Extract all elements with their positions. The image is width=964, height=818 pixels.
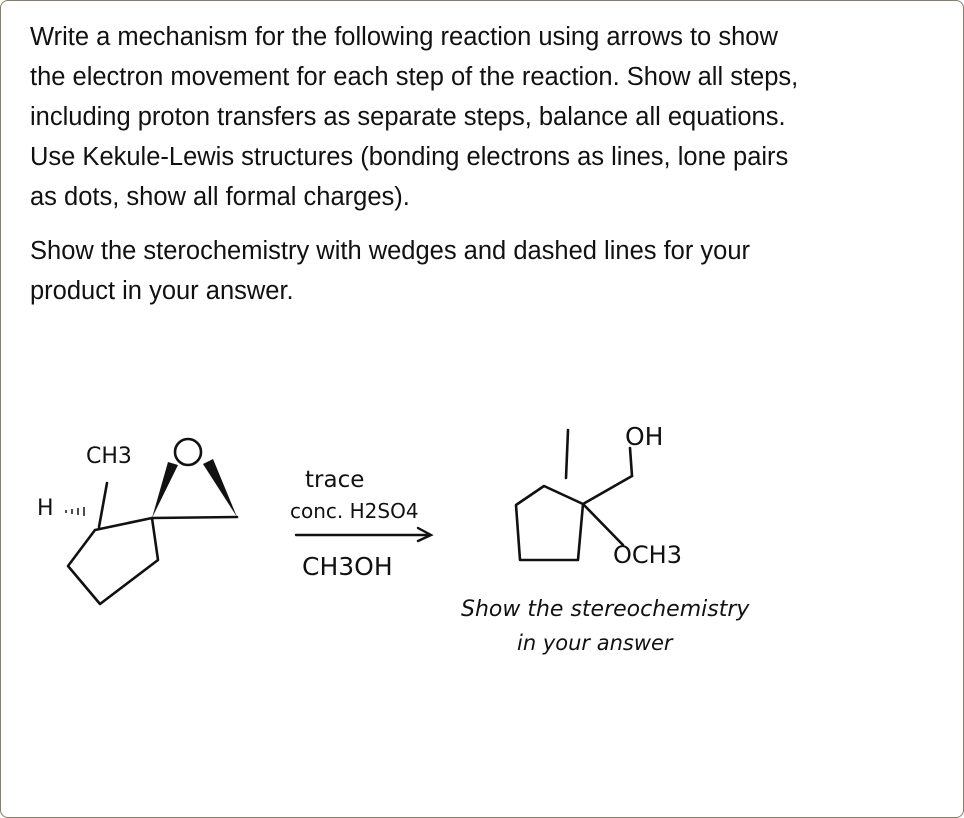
- reactant-hash-bond: [66, 507, 84, 516]
- instruction-line: including proton transfers as separate steps, balance all equations.: [30, 103, 786, 131]
- reactant-oxygen: [175, 439, 201, 465]
- reagent-trace: trace: [305, 467, 365, 493]
- product-methyl-bond: [566, 430, 568, 478]
- instruction-line: Show the sterochemistry with wedges and dashed lines for your: [30, 237, 751, 265]
- note-line-1: Show the stereochemistry: [461, 597, 750, 622]
- reaction-arrow: [296, 528, 431, 541]
- reactant-wedge-left: [152, 462, 178, 518]
- reaction-figure: [0, 400, 964, 700]
- instruction-line: product in your answer.: [30, 277, 294, 305]
- product-oh-bond: [630, 448, 632, 476]
- product-ch2-bond: [583, 476, 632, 504]
- instruction-line: the electron movement for each step of the reaction. Show all steps,: [30, 63, 799, 91]
- instruction-line: Write a mechanism for the following reaction using arrows to show: [30, 23, 778, 51]
- instruction-line: Use Kekule-Lewis structures (bonding electrons as lines, lone pairs: [30, 143, 789, 171]
- product-o-bond: [583, 504, 623, 545]
- reactant-ring-bond: [152, 517, 237, 518]
- reagent-acid: conc. H2SO4: [290, 499, 419, 523]
- note-line-2: in your answer: [517, 631, 673, 655]
- product-och3-label: OCH3: [613, 541, 682, 569]
- product-cyclopentane-ring: [516, 486, 583, 560]
- reactant-cyclopentane-ring: [68, 518, 158, 604]
- stereochemistry-paragraph: [30, 231, 910, 311]
- instructions-paragraph: [30, 17, 910, 217]
- reactant-ch3-label: CH3: [86, 444, 132, 469]
- reactant-h-label: H: [37, 496, 54, 521]
- reagent-methanol: CH3OH: [302, 552, 393, 581]
- reactant-methyl-bond: [99, 483, 107, 527]
- reactant-wedge-right: [203, 459, 237, 517]
- instruction-line: as dots, show all formal charges).: [30, 183, 410, 211]
- product-oh-label: OH: [625, 422, 664, 451]
